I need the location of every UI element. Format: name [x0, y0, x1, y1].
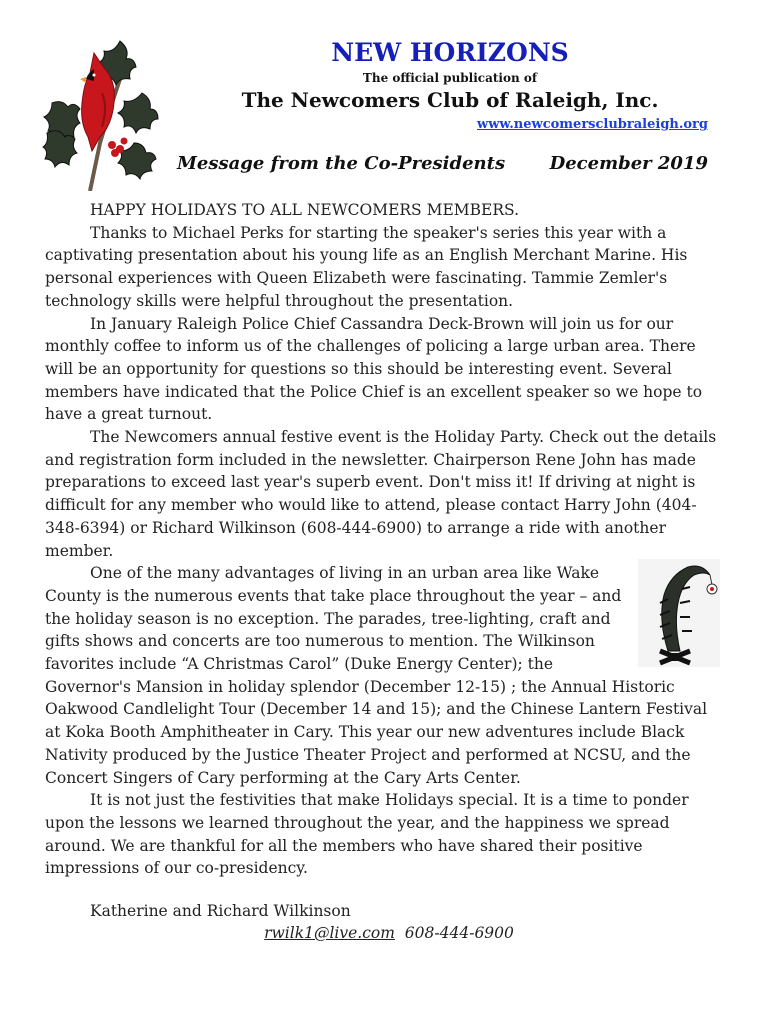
contact-phone: 608-444-6900 [404, 924, 514, 942]
issue-date: December 2019 [549, 153, 708, 174]
paragraph: Thanks to Michael Perks for starting the speaker's series this year with a captivating presentation about his young life as an English Merchant Marine. His personal experiences with Queen Elizabeth were fascinating. Tammie Zemler's technology skills were helpful throughout the presentation. [45, 223, 688, 310]
message-heading: Message from the Co-Presidents [177, 153, 506, 174]
paragraph: It is not just the festivities that make Holidays special. It is a time to ponder upon the lessons we learned throughout the year, and the happiness we spread around. We are thankful for all the members who have shared their positive impressions of our co-presidency. [45, 791, 689, 878]
paragraph: HAPPY HOLIDAYS TO ALL NEWCOMERS MEMBERS. [90, 201, 520, 219]
club-name: The Newcomers Club of Raleigh, Inc. [241, 88, 659, 112]
paragraph: In January Raleigh Police Chief Cassandra Deck-Brown will join us for our monthly coffee to inform us of the challenges of policing a large urban area. There will be an opportunity for questions so this should be interesting event. Several members have indicated that the Police Chief is an excellent speaker so we hope to have a great turnout. [45, 314, 703, 424]
email-link[interactable]: rwilk1@live.com [264, 924, 395, 942]
cardinal-holly-logo [42, 33, 172, 191]
club-website-link[interactable]: www.newcomersclubraleigh.org [477, 117, 708, 132]
contact-line [0, 922, 770, 945]
paragraph: One of the many advantages of living in an urban area like Wake County is the numerous events that take place throughout the year – and the holiday season is no exception. The parades, tree-lighting, craft and gifts shows and concerts are too numerous to mention. The Wilkinson favorites include “A Christmas Carol” (Duke Energy Center); the Governor's Mansion in holiday splendor (December 12-15) ; the Annual Historic Oakwood Candlelight Tour (December 14 and 15); and the Chinese Lantern Festival at Koka Booth Amphitheater in Cary. This year our new adventures include Black Nativity produced by the Justice Theater Project and performed at NCSU, and the Concert Singers of Cary performing at the Cary Arts Center. [45, 564, 708, 787]
signature: Katherine and Richard Wilkinson [90, 902, 351, 920]
christmas-tree-illustration [638, 559, 720, 667]
newsletter-subtitle: The official publication of [362, 71, 538, 85]
newsletter-title: NEW HORIZONS [331, 38, 569, 67]
paragraph: The Newcomers annual festive event is the Holiday Party. Check out the details and registration form included in the newsletter. Chairperson Rene John has made preparations to exceed last year's superb event. Don't miss it! If driving at night is difficult for any member who would like to attend, please contact Harry John (404-348-6394) or Richard Wilkinson (608-444-6900) to arrange a ride with another member. [45, 428, 717, 560]
message-body [45, 199, 725, 880]
